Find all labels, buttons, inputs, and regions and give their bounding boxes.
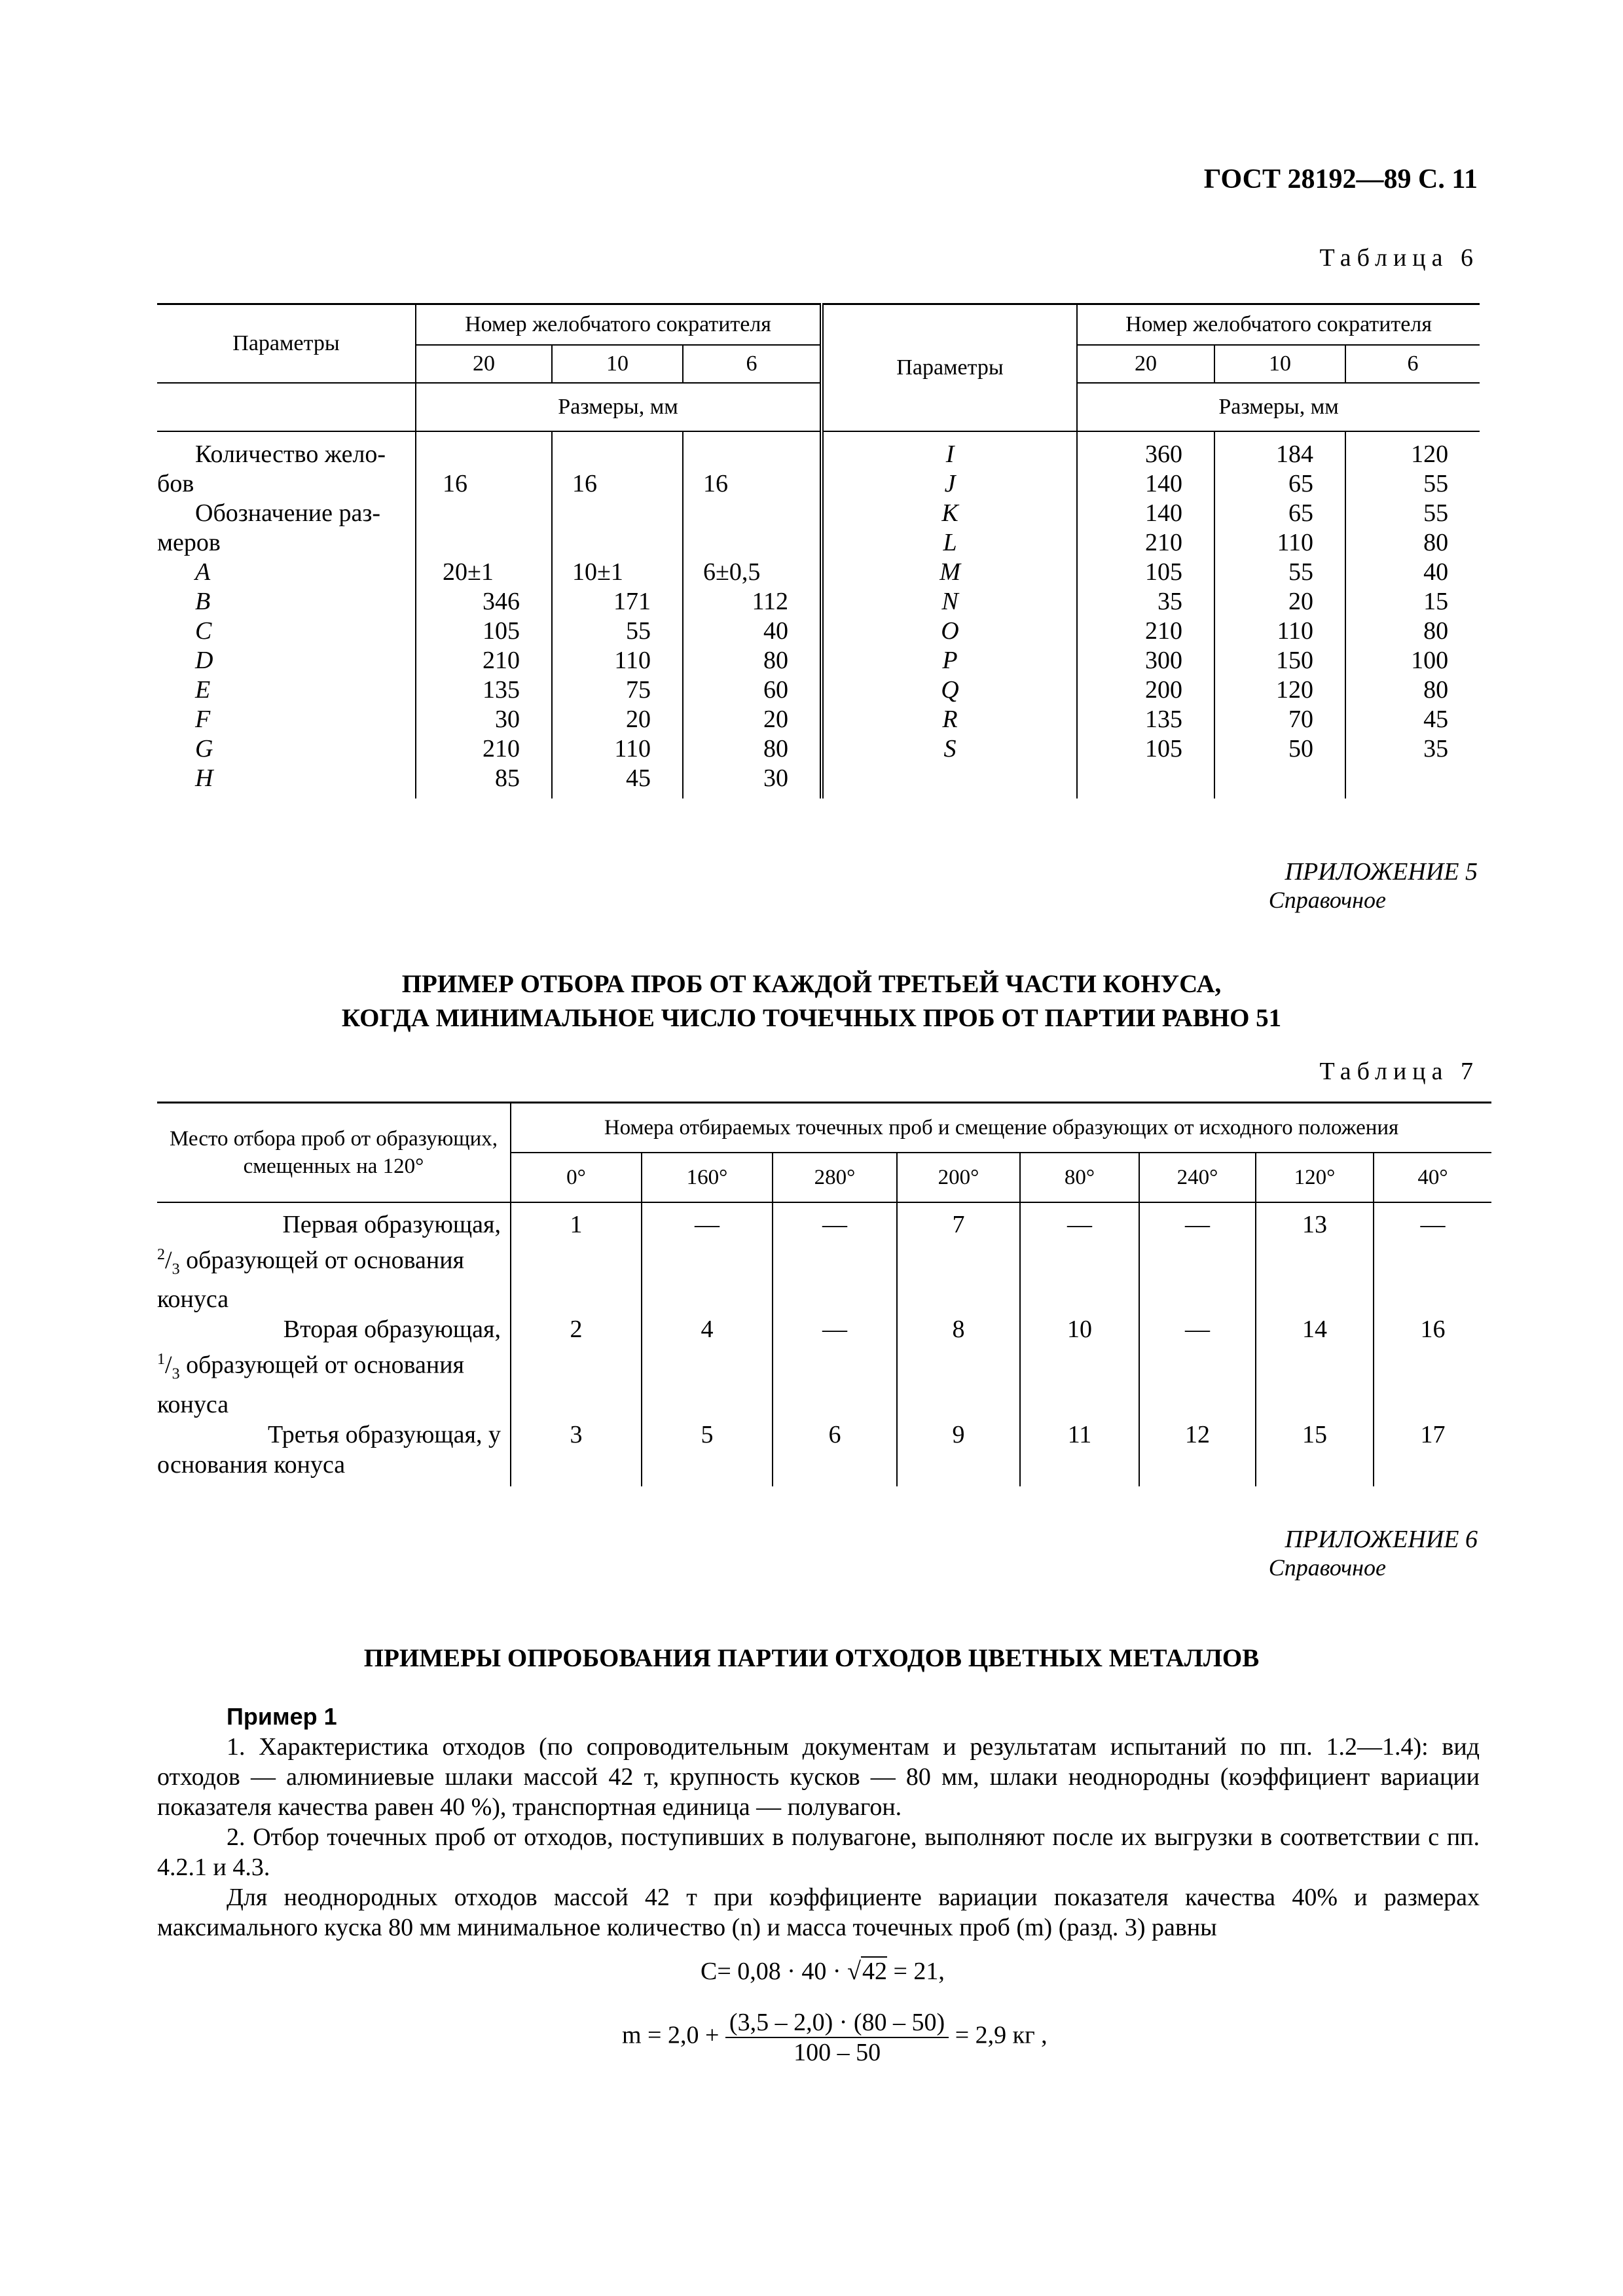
table6-param-header-right: Параметры: [822, 304, 1077, 432]
cell: —: [1139, 1314, 1256, 1419]
angle-280: 280°: [773, 1153, 897, 1202]
formula-m-numerator: (3,5 – 2,0) · (80 – 50): [725, 2008, 949, 2038]
formula-m: [622, 2008, 1048, 2067]
cell: 210: [483, 647, 520, 674]
cell: 140: [1145, 499, 1183, 527]
row-label: O: [941, 617, 959, 645]
row-label: A: [195, 558, 211, 586]
row-label: бов: [157, 470, 194, 497]
cell: 65: [1288, 499, 1314, 527]
row-label: J: [944, 470, 956, 497]
cell: 210: [1145, 617, 1183, 645]
table6-rcol-10: [1214, 431, 1345, 798]
document-code: ГОСТ 28192—89 С. 11: [1203, 164, 1478, 194]
appendix5-label: [1269, 857, 1478, 914]
cell: 16: [443, 470, 467, 497]
cell: —: [1420, 1211, 1446, 1238]
cell: 14: [1256, 1314, 1374, 1419]
row-label: S: [943, 735, 957, 762]
cell: 110: [614, 647, 651, 674]
cell: 40: [763, 617, 789, 645]
cell: 184: [1276, 440, 1314, 468]
cell: 6±0,5: [703, 558, 761, 586]
heading-line: КОГДА МИНИМАЛЬНОЕ ЧИСЛО ТОЧЕЧНЫХ ПРОБ ОТ ПАРТИИ РАВНО 51: [341, 1004, 1282, 1032]
row-label: меров: [157, 529, 221, 556]
cell: 120: [1276, 676, 1314, 704]
table-7: [157, 1102, 1480, 1486]
cell: 40: [1423, 558, 1449, 586]
cell: 135: [1145, 706, 1183, 733]
cell: 5: [642, 1420, 773, 1486]
cell: 1: [511, 1202, 642, 1314]
table6-caption: Таблица 6: [1319, 244, 1479, 272]
cell: 80: [1423, 617, 1449, 645]
formula-m-denominator: 100 – 50: [793, 2039, 881, 2066]
cell: 55: [626, 617, 651, 645]
appendix5-heading: [0, 967, 1623, 1035]
table7-caption: Таблица 7: [1319, 1058, 1479, 1085]
cell: 20±1: [443, 558, 494, 586]
cell: 140: [1145, 470, 1183, 497]
cell: 75: [626, 676, 651, 704]
cell: 60: [763, 676, 789, 704]
cell: 45: [626, 764, 651, 792]
table7-row1-label: Первая образующая, $^2/_3$ образующей от основания конуса: [157, 1202, 511, 1314]
cell: 120: [1411, 440, 1449, 468]
cell: 80: [763, 735, 789, 762]
table-6: [157, 303, 1480, 798]
table6-size-20: 20: [416, 345, 552, 383]
table7-place-header: Место отбора проб от образующих, смещенных на 120°: [157, 1103, 511, 1203]
cell: —: [773, 1202, 897, 1314]
cell: 100: [1411, 647, 1449, 674]
cell: 55: [1288, 558, 1314, 586]
cell: 80: [763, 647, 789, 674]
cell: 110: [1277, 617, 1314, 645]
table6-size-6: 6: [683, 345, 822, 383]
cell: 16: [572, 470, 597, 497]
appendix5-title: ПРИЛОЖЕНИЕ 5: [1285, 858, 1478, 886]
formula-m-left: m = 2,0 +: [622, 2021, 725, 2049]
table6-param-header-left: Параметры: [157, 304, 416, 384]
angle-0: 0°: [511, 1153, 642, 1202]
heading-line: ПРИМЕР ОТБОРА ПРОБ ОТ КАЖДОЙ ТРЕТЬЕЙ ЧАСТИ КОНУСА,: [401, 970, 1222, 998]
row-label: I: [945, 440, 955, 468]
appendix6-label: [1269, 1525, 1478, 1581]
cell: 20: [763, 706, 789, 733]
table6-group-header-left: Номер желобчатого сократителя: [416, 304, 822, 346]
table6-units-right: Размеры, мм: [1077, 383, 1480, 431]
cell: 6: [773, 1420, 897, 1486]
cell: 4: [642, 1314, 773, 1419]
table6-right-labels: [822, 431, 1077, 798]
paragraph-1: 1. Характеристика отходов (по сопроводительным документам и результатам испытаний по пп. 1.2—1.4): вид отходов — алюминиевые шлаки массой 42 т, крупность кусков — 80 мм, шлаки неоднородны (коэффициент вариации показателя качества равен 40 %), транспортная единица — полувагон.: [157, 1733, 1480, 1821]
table6-col-6: [683, 431, 822, 798]
cell: 30: [495, 706, 520, 733]
cell: 150: [1276, 647, 1314, 674]
cell: —: [642, 1202, 773, 1314]
cell: 135: [483, 676, 520, 704]
table6-left-labels: [157, 431, 416, 798]
cell: 35: [1158, 588, 1183, 615]
table6-col-20: [416, 431, 552, 798]
cell: 105: [1145, 558, 1183, 586]
table6-units-left: Размеры, мм: [416, 383, 822, 431]
row-label: M: [939, 558, 960, 586]
appendix6-title: ПРИЛОЖЕНИЕ 6: [1285, 1526, 1478, 1553]
cell: 15: [1423, 588, 1449, 615]
table6-size-6-r: 6: [1407, 351, 1419, 376]
cell: —: [1139, 1202, 1256, 1314]
table6-rcol-6: [1345, 431, 1480, 798]
formula-c-right: = 21,: [886, 1958, 945, 1985]
example-title: Пример 1: [227, 1703, 337, 1730]
table6-size-10: 10: [552, 345, 683, 383]
cell: 85: [495, 764, 520, 792]
angle-200: 200°: [897, 1153, 1020, 1202]
cell: 50: [1288, 735, 1314, 762]
table6-size-10-r: 10: [1214, 345, 1345, 383]
cell: 105: [483, 617, 520, 645]
cell: 55: [1423, 470, 1449, 497]
cell: 3: [511, 1420, 642, 1486]
cell: 13: [1256, 1202, 1374, 1314]
formula-c-left: C= 0,08 · 40 ·: [701, 1958, 848, 1985]
cell: 360: [1145, 440, 1183, 468]
paragraph-3: [157, 1882, 1480, 1943]
table6-col-10: [552, 431, 683, 798]
cell: 45: [1423, 706, 1449, 733]
formula-m-right: = 2,9 кг ,: [949, 2021, 1048, 2049]
angle-120: 120°: [1256, 1153, 1374, 1202]
cell: 200: [1145, 676, 1183, 704]
cell: 10: [1020, 1314, 1139, 1419]
row-label: Количество жело-: [195, 440, 386, 468]
cell: 16: [703, 470, 728, 497]
cell: 30: [763, 764, 789, 792]
angle-80: 80°: [1020, 1153, 1139, 1202]
row-label: L: [943, 529, 957, 556]
paragraph-2: 2. Отбор точечных проб от отходов, поступивших в полувагоне, выполняют после их выгрузки в соответствии с пп. 4.2.1 и 4.3.: [157, 1823, 1480, 1881]
row-label: K: [941, 499, 958, 527]
cell: 17: [1420, 1420, 1446, 1448]
paragraph-3-text: Для неоднородных отходов массой 42 т при коэффициенте вариации показателя качества 40% и размерах максимального куска 80 мм минимальное количество (n) и масса точечных проб (m) (разд. 3) равны: [157, 1884, 1480, 1941]
table7-group-header: Номера отбираемых точечных проб и смещение образующих от исходного положения: [511, 1103, 1491, 1153]
cell: 55: [1423, 499, 1449, 527]
cell: —: [773, 1314, 897, 1419]
cell: 105: [1145, 735, 1183, 762]
cell: 210: [1145, 529, 1183, 556]
cell: 20: [626, 706, 651, 733]
table6-size-20-r: 20: [1077, 345, 1214, 383]
cell: 16: [1420, 1316, 1446, 1344]
row-label: P: [942, 647, 958, 674]
row-label: R: [942, 706, 958, 733]
cell: 80: [1423, 529, 1449, 556]
formula-c-root: 42: [862, 1958, 887, 1985]
row-label: Q: [941, 676, 959, 704]
cell: 8: [897, 1314, 1020, 1419]
cell: —: [1020, 1202, 1139, 1314]
cell: 15: [1256, 1420, 1374, 1486]
cell: 210: [483, 735, 520, 762]
table7-row2-label: Вторая образующая, $^1/_3$ образующей от основания конуса: [157, 1314, 511, 1419]
row-label: B: [195, 588, 211, 615]
cell: 7: [897, 1202, 1020, 1314]
row-label: C: [195, 617, 212, 645]
row-label: D: [195, 647, 213, 674]
angle-160: 160°: [642, 1153, 773, 1202]
cell: 300: [1145, 647, 1183, 674]
cell: 110: [614, 735, 651, 762]
row-label: F: [195, 706, 211, 733]
formula-m-fraction: [725, 2008, 949, 2067]
cell: 35: [1423, 735, 1449, 762]
row-label: Обозначение раз-: [195, 499, 381, 527]
appendix6-heading: ПРИМЕРЫ ОПРОБОВАНИЯ ПАРТИИ ОТХОДОВ ЦВЕТНЫХ МЕТАЛЛОВ: [363, 1644, 1260, 1672]
cell: 171: [613, 588, 651, 615]
row-label: G: [195, 735, 213, 762]
table6-group-header-right: Номер желобчатого сократителя: [1077, 304, 1480, 346]
cell: 9: [897, 1420, 1020, 1486]
cell: 346: [483, 588, 520, 615]
row-label: N: [941, 588, 958, 615]
table6-rcol-20: [1077, 431, 1214, 798]
formula-c: C= 0,08 · 40 · √42 = 21,: [701, 1958, 945, 1985]
cell: 70: [1288, 706, 1314, 733]
appendix6-subtitle: Справочное: [1268, 1554, 1386, 1581]
cell: 110: [1277, 529, 1314, 556]
row-label: E: [195, 676, 211, 704]
row-label: H: [195, 764, 213, 792]
cell: 80: [1423, 676, 1449, 704]
angle-240: 240°: [1139, 1153, 1256, 1202]
cell: 20: [1288, 588, 1314, 615]
cell: 2: [511, 1314, 642, 1419]
cell: 10±1: [572, 558, 623, 586]
cell: 11: [1020, 1420, 1139, 1486]
cell: 65: [1288, 470, 1314, 497]
table7-row3-label: Третья образующая, у основания конуса: [157, 1420, 511, 1486]
angle-40: 40°: [1417, 1165, 1448, 1189]
cell: 12: [1139, 1420, 1256, 1486]
appendix5-subtitle: Справочное: [1268, 887, 1386, 913]
cell: 112: [752, 588, 789, 615]
